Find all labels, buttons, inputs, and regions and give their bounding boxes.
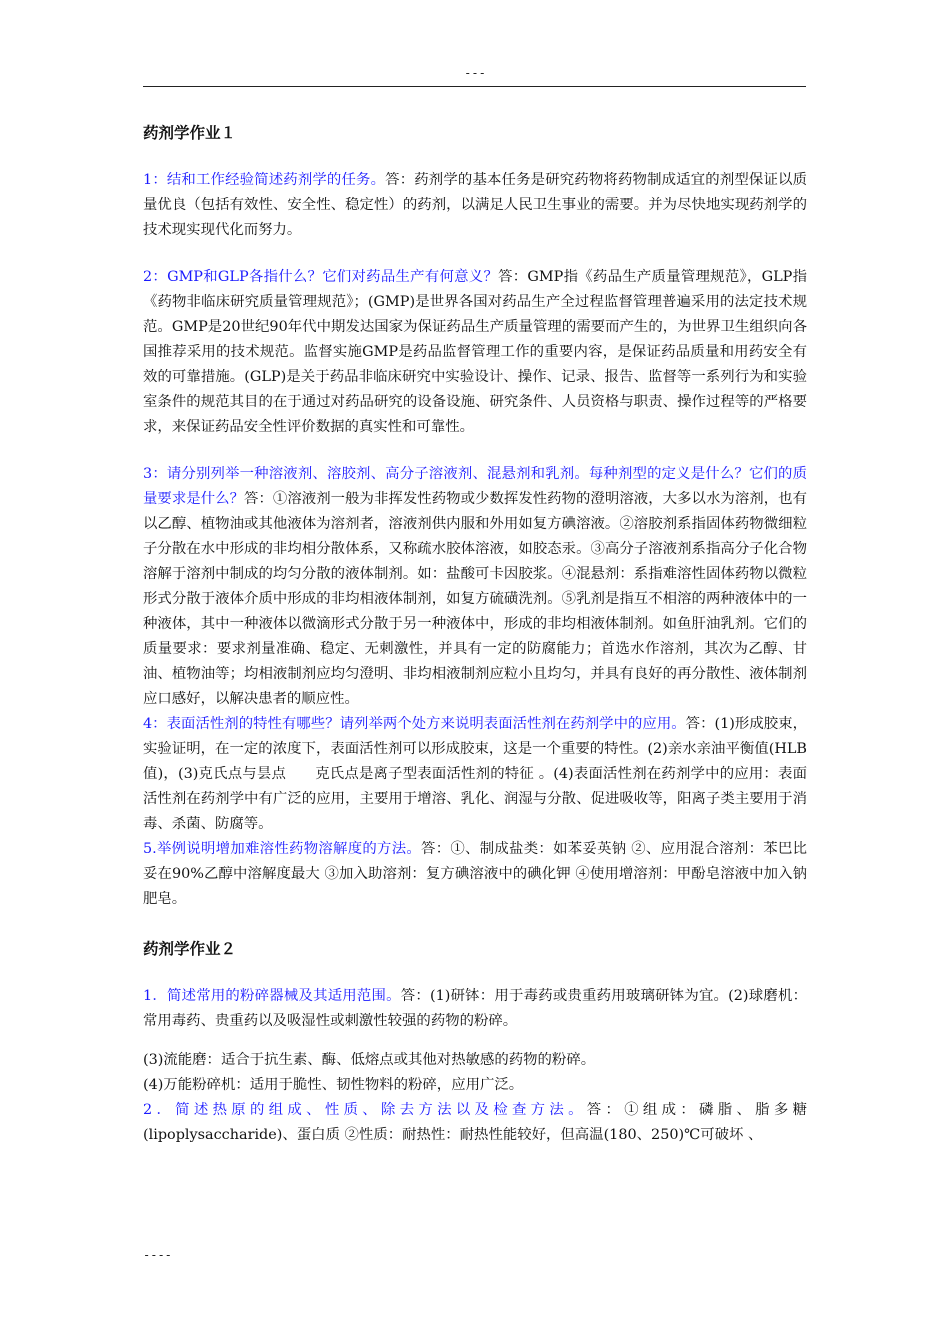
answer-text: 答：(1)形成胶束，实验证明，在一定的浓度下，表面活性剂可以形成胶束，这是一个重要的特性。(2)亲水亲油平衡值(HLB值)，(3)克氏点与昙点 克氏点是离子型表面活性剂的特征 。(4)表面活性剂在药剂学中的应用：表面活性剂在药剂学中有广泛的应用，主要用于增溶、乳化、润湿与分散、促进吸收等，阳离子类主要用于消毒、杀菌、防腐等。 [143,716,807,832]
question-2-1 [143,984,807,1034]
question-1-1 [143,168,807,243]
question-text: 5.举例说明增加难溶性药物溶解度的方法。 [143,841,422,857]
question-2-2 [143,1098,807,1148]
answer-text: 答：GMP指《药品生产质量管理规范》，GLP指《药物非临床研究质量管理规范》；(GMP)是世界各国对药品生产全过程监督管理普遍采用的法定技术规范。GMP是20世纪90年代中期发达国家为保证药品生产质量管理的需要而产生的，为世界卫生组织向各国推荐采用的技术规范。监督实施GMP是药品监督管理工作的重要内容，是保证药品质量和用药安全有效的可靠措施。(GLP)是关于药品非临床研究中实验设计、操作、记录、报告、监督等一系列行为和实验室条件的规范其目的在于通过对药品研究的设备设施、研究条件、人员资格与职责、操作过程等的严格要求，来保证药品安全性评价数据的真实性和可靠性。 [143,269,808,435]
answer-text: 答：药剂学的基本任务是研究药物将药物制成适宜的剂型保证以质量优良（包括有效性、安全性、稳定性）的药剂，以满足人民卫生事业的需要。并为尽快地实现药剂学的技术现实现代化而努力。 [143,172,807,238]
section-title-2: 药剂学作业２ [143,940,237,958]
answer-item-4: (4)万能粉碎机：适用于脆性、韧性物料的粉碎，应用广泛。 [143,1077,524,1093]
answer-text: 答：①溶液剂一般为非挥发性药物或少数挥发性药物的澄明溶液，大多以水为溶剂，也有以乙醇、植物油或其他液体为溶剂者，溶液剂供内服和外用如复方碘溶液。②溶胶剂系指固体药物微细粒子分散在水中形成的非均相分散体系，又称疏水胶体溶液，如胶态汞。③高分子溶液剂系指高分子化合物溶解于溶剂中制成的均匀分散的液体制剂。如：盐酸可卡因胶浆。④混悬剂：系指难溶性固体药物以微粒形式分散于液体介质中形成的非均相液体制剂，如复方硫磺洗剂。⑤乳剂是指互不相溶的两种液体中的一种液体，其中一种液体以微滴形式分散于另一种液体中，形成的非均相液体制剂。如鱼肝油乳剂。它们的质量要求：要求剂量准确、稳定、无刺激性，并具有一定的防腐能力；首选水作溶剂，其次为乙醇、甘油、植物油等；均相液制剂应均匀澄明、非均相液制剂应粒小且均匀，并具有良好的再分散性、液体制剂应口感好，以解决患者的顺应性。 [143,491,807,707]
question-1-4 [143,712,807,837]
answer-item-3: (3)流能磨：适合于抗生素、酶、低熔点或其他对热敏感的药物的粉碎。 [143,1052,596,1068]
footer-mark: ---- [143,1248,172,1262]
question-1-2 [143,265,807,440]
header-mark: --- [464,66,486,80]
question-text: 1．简述常用的粉碎器械及其适用范围。 [143,988,401,1004]
answer-text: 答：①、制成盐类：如苯妥英钠 ②、应用混合溶剂：苯巴比妥在90%乙醇中溶解度最大 ③加入助溶剂：复方碘溶液中的碘化钾 ④使用增溶剂：甲酚皂溶液中加入钠肥皂。 [143,841,808,907]
section-title-1: 药剂学作业１ [143,124,237,142]
question-text: 2：GMP和GLP各指什么？它们对药品生产有何意义？ [143,269,499,285]
answer-text: 答：①组成：磷脂、脂多糖(lipoplysaccharide)、蛋白质 ②性质：耐热性：耐热性能较好，但高温(180、250)℃可破坏 、 [143,1102,807,1143]
question-text: 4：表面活性剂的特性有哪些？请列举两个处方来说明表面活性剂在药剂学中的应用。 [143,716,686,732]
question-1-5 [143,837,807,912]
document-body [143,120,807,1148]
header-rule [143,86,806,87]
question-1-3 [143,462,807,712]
question-text: 1：结和工作经验简述药剂学的任务。 [143,172,386,188]
question-text: 2．简述热原的组成、性质、除去方法以及检查方法。 [143,1102,587,1118]
answer-text: 答：(1)研钵：用于毒药或贵重药用玻璃研钵为宜。(2)球磨机：常用毒药、贵重药以及吸湿性或刺激性较强的药物的粉碎。 [143,988,807,1029]
question-text: 3：请分别列举一种溶液剂、溶胶剂、高分子溶液剂、混悬剂和乳剂。每种剂型的定义是什么？它们的质量要求是什么？ [143,466,807,507]
